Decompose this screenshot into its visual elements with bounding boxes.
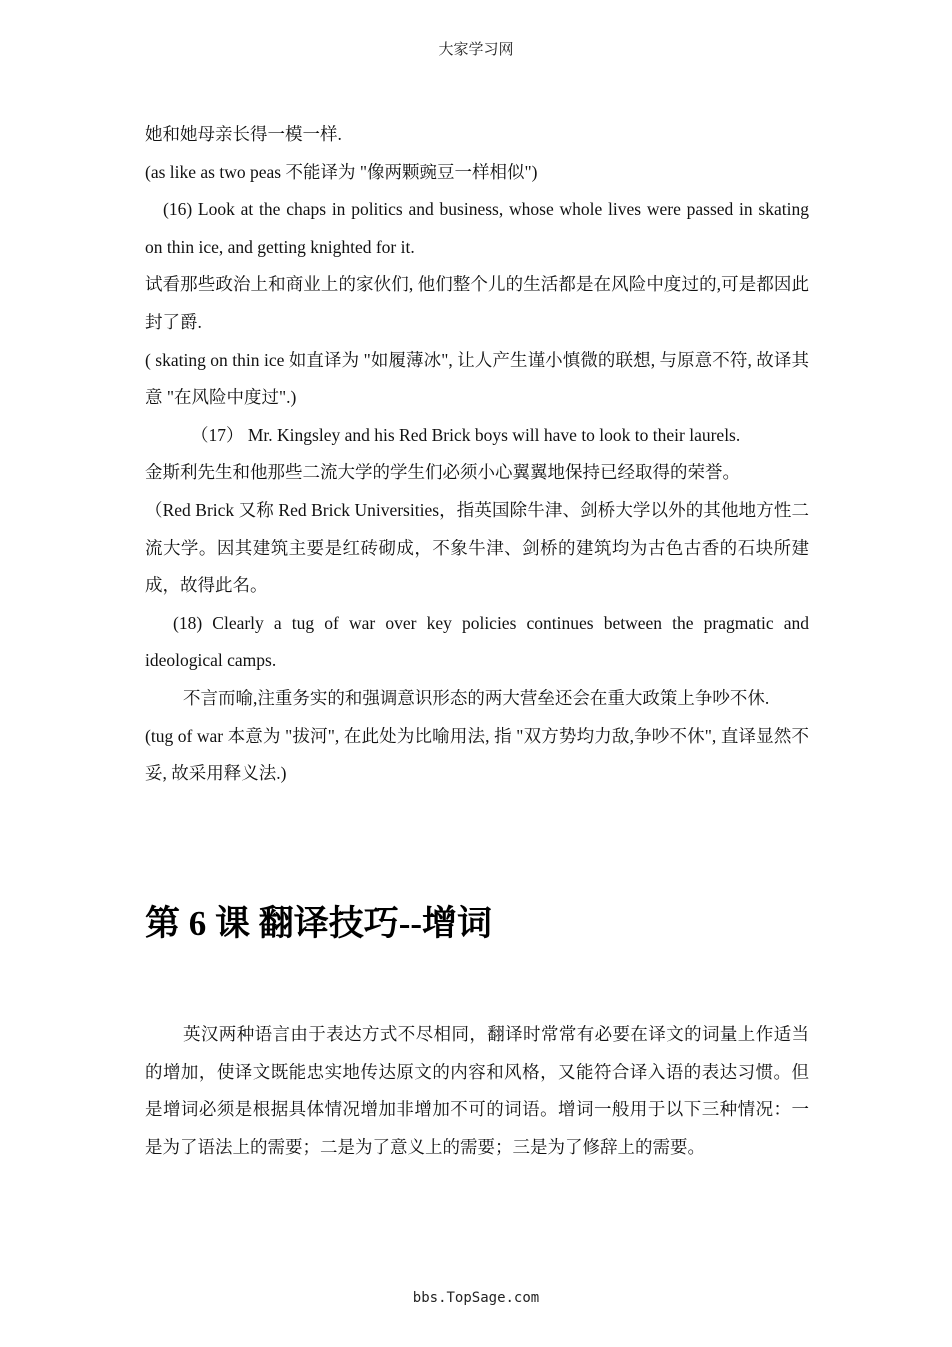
paragraph-example-18: (18) Clearly a tug of war over key policies continues between the pragmatic and ideological camps. [145, 612, 809, 671]
paragraph-translation: 她和她母亲长得一模一样. [145, 124, 342, 144]
paragraph-note: (tug of war 本意为 "拔河", 在此处为比喻用法, 指 "双方势均力敌,争吵不休", 直译显然不妥, 故采用释义法.) [145, 725, 809, 784]
paragraph-example-16: (16) Look at the chaps in politics and business, whose whole lives were passed in skating on thin ice, and getting knighted for it. [145, 199, 809, 257]
page-header: 大家学习网 [438, 42, 514, 58]
paragraph-note: (as like as two peas 不能译为 "像两颗豌豆一样相似") [145, 161, 538, 182]
lesson-heading: 第 6 课 翻译技巧--增词 [145, 904, 493, 943]
lesson-intro-paragraph: 英汉两种语言由于表达方式不尽相同，翻译时常常有必要在译文的词量上作适当的增加，使译文既能忠实地传达原文的内容和风格，又能符合译入语的表达习惯。但是增词必须是根据具体情况增加非增加不可的词语。增词一般用于以下三种情况：一是为了语法上的需要；二是为了意义上的需要；三是为了修辞上的需要。 [145, 1024, 809, 1157]
paragraph-translation: 不言而喻,注重务实的和强调意识形态的两大营垒还会在重大政策上争吵不休. [183, 687, 770, 708]
paragraph-note: （Red Brick 又称 Red Brick Universities，指英国除牛津、剑桥大学以外的其他地方性二流大学。因其建筑主要是红砖砌成，不象牛津、剑桥的建筑均为古色古香的石块所建成，故得此名。 [145, 499, 809, 596]
paragraph-note: ( skating on thin ice 如直译为 "如履薄冰", 让人产生谨小慎微的联想, 与原意不符, 故译其意 "在风险中度过".) [145, 349, 809, 408]
paragraph-example-17: （17） Mr. Kingsley and his Red Brick boys will have to look to their laurels. [191, 424, 741, 445]
document-body [145, 116, 809, 793]
paragraph-translation: 试看那些政治上和商业上的家伙们, 他们整个儿的生活都是在风险中度过的,可是都因此封了爵. [145, 274, 809, 332]
lesson-intro [145, 1016, 809, 1166]
page-footer: bbs.TopSage.com [412, 1290, 540, 1306]
paragraph-translation: 金斯利先生和他那些二流大学的学生们必须小心翼翼地保持已经取得的荣誉。 [145, 462, 740, 483]
